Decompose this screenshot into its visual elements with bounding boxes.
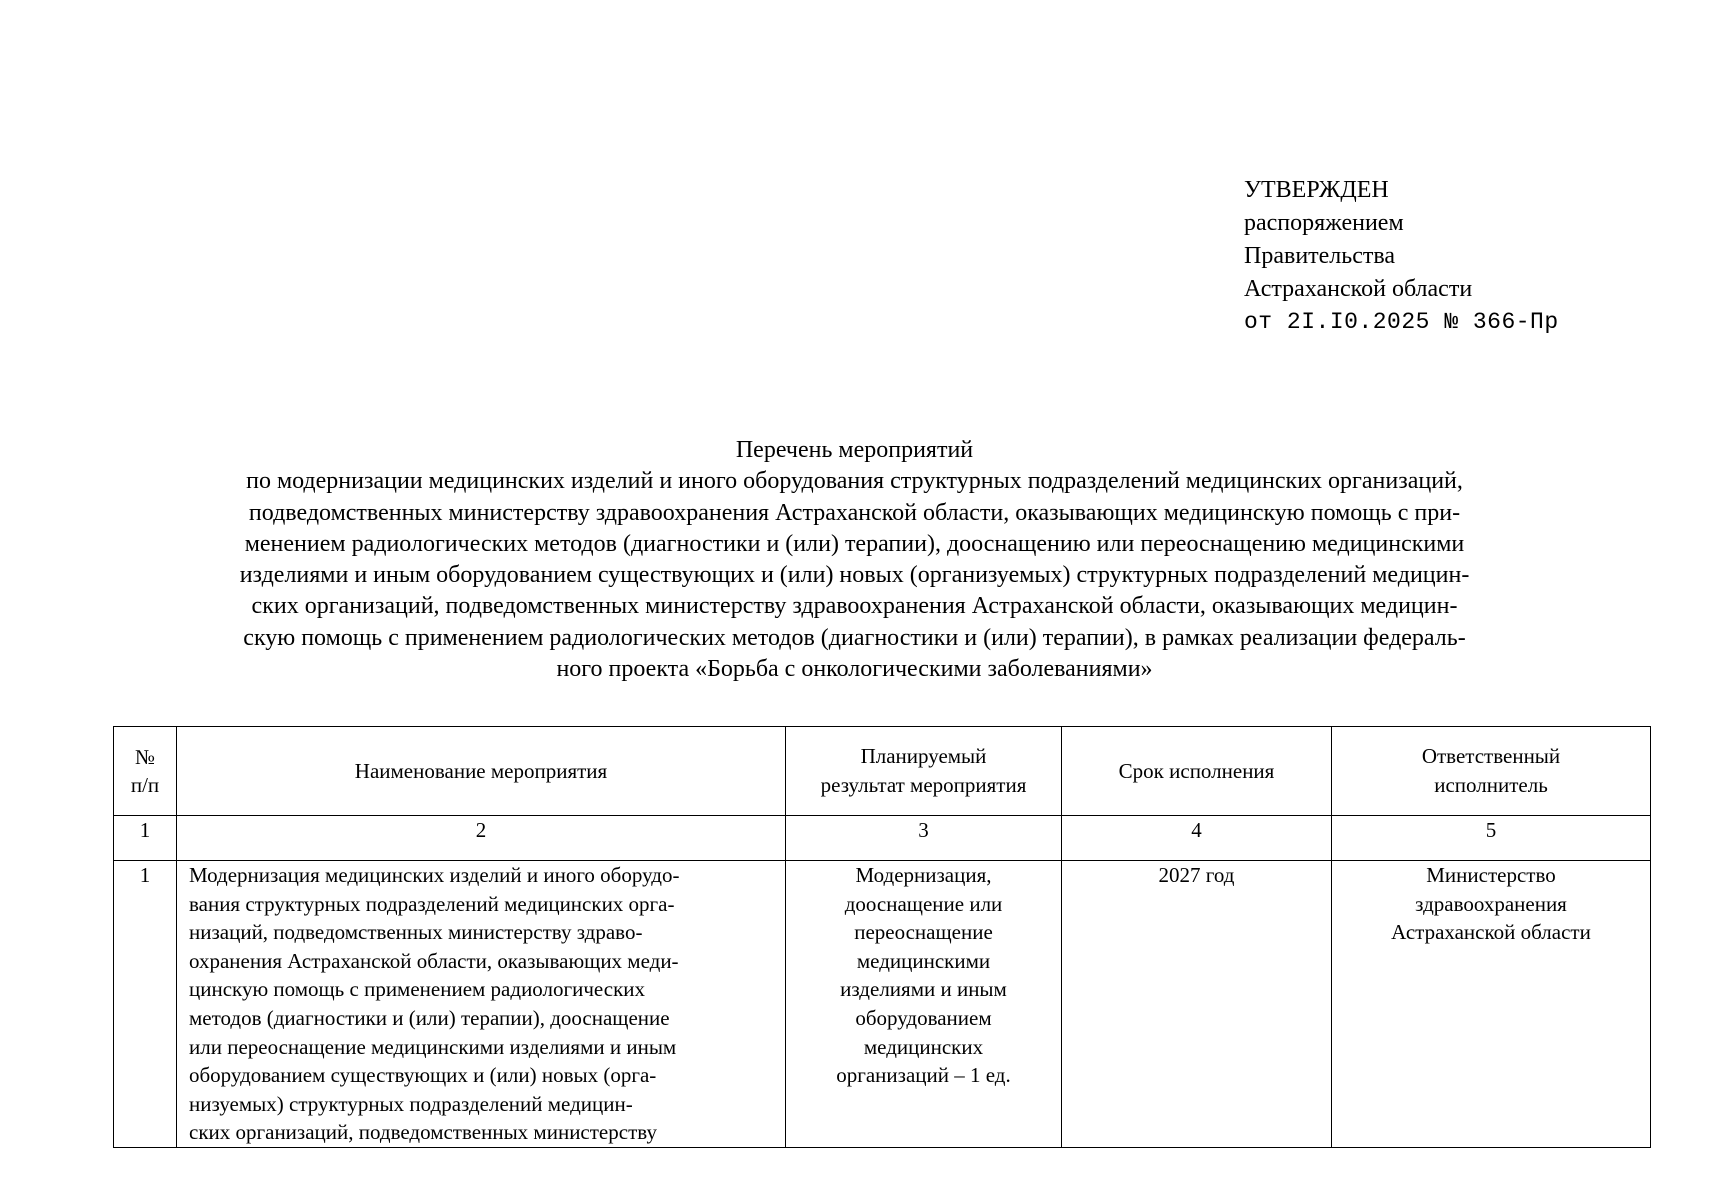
header-name: Наименование мероприятия (177, 727, 786, 816)
header-number-abbr: п/п (130, 773, 160, 797)
row-number: 1 (114, 861, 177, 1148)
document-title (112, 435, 1597, 685)
column-number: 1 (114, 816, 177, 861)
title-line: Перечень мероприятий (735, 437, 974, 463)
header-result (786, 727, 1062, 816)
measure-name-line: низуемых) структурных подразделений медицин- (189, 1091, 633, 1116)
measures-table (113, 726, 1651, 1148)
measure-name-line: охранения Астраханской области, оказывающих меди- (189, 948, 679, 973)
planned-result (786, 861, 1062, 1148)
table-row (114, 861, 1651, 1148)
header-number (114, 727, 177, 816)
measure-name-line: вания структурных подразделений медицинских орга- (189, 891, 675, 916)
header-executor-line: исполнитель (1434, 773, 1548, 797)
title-line: подведомственных министерству здравоохранения Астраханской области, оказывающих медицинскую помощь с при- (248, 499, 1461, 526)
column-number: 3 (786, 816, 1062, 861)
measure-name-line: низаций, подведомственных министерству здраво- (189, 920, 643, 945)
approval-line: распоряжением (1244, 210, 1404, 236)
planned-result-line: оборудованием (855, 1005, 992, 1030)
title-line: ного проекта «Борьба с онкологическими заболеваниями» (556, 656, 1153, 683)
responsible-executor-line: Астраханской области (1391, 920, 1591, 945)
measure-name-line: методов (диагностики и (или) терапии), дооснащение (189, 1005, 670, 1030)
approval-stamp (1244, 174, 1559, 339)
measure-name-line: ских организаций, подведомственных министерству (189, 1120, 657, 1145)
header-result-line: Планируемый (860, 744, 987, 769)
title-line: по модернизации медицинских изделий и иного оборудования структурных подразделений медицинских организаций, (246, 468, 1463, 495)
title-line: скую помощь с применением радиологических методов (диагностики и (или) терапии), в рамках реализации федераль- (243, 624, 1466, 651)
title-line: менением радиологических методов (диагностики и (или) терапии), дооснащению или переоснащению медицинскими (244, 530, 1465, 557)
approval-date-number: от 2I.I0.2025 № 366-Пр (1244, 309, 1559, 335)
measure-name-line: или переоснащение медицинскими изделиями и иным (189, 1034, 677, 1059)
planned-result-line: медицинских (863, 1034, 984, 1059)
table-header-row (114, 727, 1651, 816)
planned-result-line: изделиями и иным (840, 977, 1007, 1002)
measure-name-line: цинскую помощь с применением радиологических (189, 977, 646, 1002)
title-line: ских организаций, подведомственных министерству здравоохранения Астраханской области, оказывающих медицин- (251, 593, 1458, 620)
header-term: Срок исполнения (1062, 727, 1332, 816)
measure-name-line: Модернизация медицинских изделий и иного оборудо- (189, 863, 680, 887)
responsible-executor-line: здравоохранения (1415, 891, 1567, 916)
planned-result-line: дооснащение или (844, 891, 1003, 916)
header-executor-line: Ответственный (1421, 744, 1561, 769)
header-result-line: результат мероприятия (820, 773, 1027, 797)
responsible-executor (1332, 861, 1651, 1148)
column-number: 2 (177, 816, 786, 861)
column-number-row (114, 816, 1651, 861)
measure-name-line: оборудованием существующих и (или) новых (орга- (189, 1063, 657, 1088)
header-number-symbol: № (134, 745, 156, 769)
title-line: изделиями и иным оборудованием существующих и (или) новых (организуемых) структурных подразделений медицин- (239, 562, 1470, 589)
measure-name (177, 861, 786, 1148)
planned-result-line: медицинскими (856, 948, 991, 973)
header-executor (1332, 727, 1651, 816)
execution-term: 2027 год (1062, 861, 1332, 1148)
approval-line: Правительства (1244, 243, 1396, 269)
planned-result-line: переоснащение (854, 920, 993, 945)
column-number: 4 (1062, 816, 1332, 861)
approval-heading: УТВЕРЖДЕН (1244, 177, 1389, 203)
planned-result-line: Модернизация, (855, 863, 992, 887)
responsible-executor-line: Министерство (1426, 863, 1556, 887)
column-number: 5 (1332, 816, 1651, 861)
approval-line: Астраханской области (1244, 276, 1473, 302)
planned-result-line: организаций – 1 ед. (836, 1063, 1011, 1088)
